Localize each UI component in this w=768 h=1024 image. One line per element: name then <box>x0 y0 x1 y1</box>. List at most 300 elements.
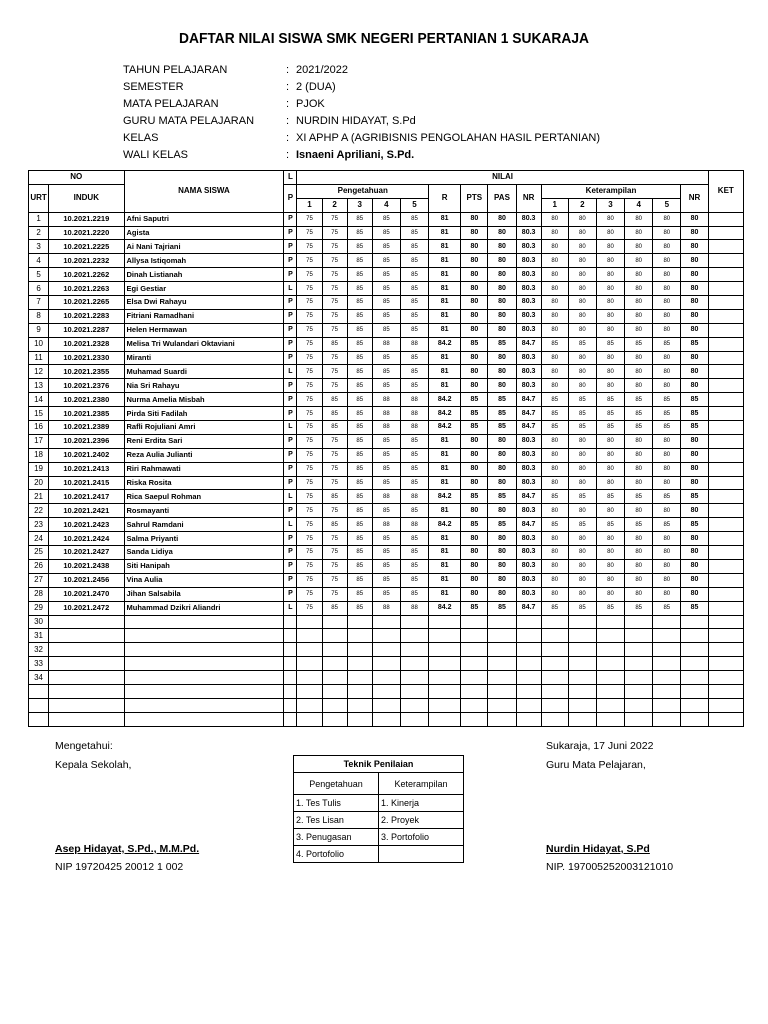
cell-empty <box>347 684 372 698</box>
cell-pas: 85 <box>488 337 516 351</box>
header-pts: PTS <box>461 184 488 212</box>
cell-keterampilan: 80 <box>625 351 653 365</box>
cell-keterampilan: 80 <box>541 559 568 573</box>
teknik-peng-3: 3. Penugasan <box>294 829 379 846</box>
cell-keterampilan: 80 <box>596 504 624 518</box>
cell-ket <box>708 504 743 518</box>
cell-jk: P <box>284 268 297 282</box>
cell-keterampilan: 80 <box>568 323 596 337</box>
cell-nr-keterampilan: 80 <box>681 351 708 365</box>
cell-empty <box>461 671 488 685</box>
table-row-empty <box>29 657 744 671</box>
cell-keterampilan: 85 <box>625 490 653 504</box>
cell-pengetahuan: 85 <box>347 323 372 337</box>
cell-keterampilan: 80 <box>625 546 653 560</box>
cell-pengetahuan: 85 <box>347 448 372 462</box>
cell-pengetahuan: 85 <box>372 282 400 296</box>
cell-pts: 80 <box>461 240 488 254</box>
cell-keterampilan: 80 <box>653 365 681 379</box>
cell-pengetahuan: 75 <box>322 309 347 323</box>
cell-keterampilan: 80 <box>541 268 568 282</box>
cell-keterampilan: 80 <box>541 532 568 546</box>
table-row-empty <box>29 629 744 643</box>
cell-pengetahuan: 85 <box>347 573 372 587</box>
cell-keterampilan: 85 <box>568 421 596 435</box>
cell-pts: 80 <box>461 309 488 323</box>
cell-pengetahuan: 85 <box>400 240 428 254</box>
cell-induk: 10.2021.2413 <box>49 462 124 476</box>
cell-r: 81 <box>429 296 461 310</box>
cell-nama: Riri Rahmawati <box>124 462 284 476</box>
header-ket-3: 3 <box>596 198 624 212</box>
table-row-empty <box>29 615 744 629</box>
cell-pts: 80 <box>461 532 488 546</box>
kepala-sekolah-nip: NIP 19720425 20012 1 002 <box>55 861 184 873</box>
cell-pengetahuan: 85 <box>372 268 400 282</box>
cell-nr-keterampilan: 80 <box>681 323 708 337</box>
cell-empty <box>124 698 284 712</box>
cell-pengetahuan: 85 <box>347 268 372 282</box>
cell-pts: 80 <box>461 226 488 240</box>
cell-nr: 80.3 <box>516 587 541 601</box>
cell-pengetahuan: 85 <box>322 490 347 504</box>
cell-jk: P <box>284 504 297 518</box>
table-row <box>29 587 744 601</box>
table-row <box>29 573 744 587</box>
cell-pengetahuan: 85 <box>400 254 428 268</box>
cell-empty <box>284 684 297 698</box>
cell-nr-keterampilan: 85 <box>681 518 708 532</box>
cell-empty <box>429 629 461 643</box>
cell-empty <box>625 684 653 698</box>
cell-induk: 10.2021.2287 <box>49 323 124 337</box>
cell-r: 84.2 <box>429 421 461 435</box>
cell-pas: 85 <box>488 601 516 615</box>
cell-pengetahuan: 75 <box>297 448 322 462</box>
cell-nr: 80.3 <box>516 309 541 323</box>
info-value: XI APHP A (AGRIBISNIS PENGOLAHAN HASIL PERTANIAN) <box>296 132 601 144</box>
cell-keterampilan: 80 <box>541 254 568 268</box>
cell-induk: 10.2021.2417 <box>49 490 124 504</box>
cell-pts: 80 <box>461 448 488 462</box>
cell-keterampilan: 80 <box>568 448 596 462</box>
cell-nr: 80.3 <box>516 448 541 462</box>
cell-empty <box>625 698 653 712</box>
cell-keterampilan: 80 <box>541 226 568 240</box>
cell-empty <box>625 712 653 726</box>
cell-empty <box>708 657 743 671</box>
cell-keterampilan: 85 <box>541 393 568 407</box>
cell-pengetahuan: 85 <box>347 365 372 379</box>
cell-nr: 84.7 <box>516 490 541 504</box>
cell-pts: 80 <box>461 504 488 518</box>
cell-jk: L <box>284 365 297 379</box>
cell-pts: 80 <box>461 323 488 337</box>
cell-keterampilan: 80 <box>596 573 624 587</box>
cell-empty <box>516 712 541 726</box>
cell-nr-keterampilan: 80 <box>681 268 708 282</box>
cell-pengetahuan: 85 <box>400 476 428 490</box>
cell-keterampilan: 85 <box>625 421 653 435</box>
cell-induk: 10.2021.2225 <box>49 240 124 254</box>
cell-nr-keterampilan: 85 <box>681 421 708 435</box>
cell-ket <box>708 407 743 421</box>
cell-empty <box>429 698 461 712</box>
cell-keterampilan: 80 <box>653 532 681 546</box>
cell-empty <box>461 684 488 698</box>
cell-pengetahuan: 75 <box>322 365 347 379</box>
cell-induk: 10.2021.2423 <box>49 518 124 532</box>
cell-r: 84.2 <box>429 490 461 504</box>
cell-pengetahuan: 85 <box>400 546 428 560</box>
cell-pts: 85 <box>461 601 488 615</box>
cell-pengetahuan: 85 <box>347 546 372 560</box>
cell-nr-keterampilan: 80 <box>681 226 708 240</box>
cell-pengetahuan: 85 <box>322 601 347 615</box>
cell-empty <box>681 657 708 671</box>
cell-nr: 80.3 <box>516 254 541 268</box>
table-row <box>29 462 744 476</box>
cell-keterampilan: 80 <box>653 212 681 226</box>
table-row <box>29 476 744 490</box>
cell-pengetahuan: 85 <box>347 240 372 254</box>
cell-induk: 10.2021.2421 <box>49 504 124 518</box>
cell-keterampilan: 80 <box>653 296 681 310</box>
cell-pengetahuan: 75 <box>322 323 347 337</box>
cell-r: 81 <box>429 573 461 587</box>
cell-keterampilan: 80 <box>625 212 653 226</box>
cell-empty <box>681 684 708 698</box>
cell-ket <box>708 421 743 435</box>
cell-pengetahuan: 75 <box>322 296 347 310</box>
table-row <box>29 323 744 337</box>
cell-empty <box>49 657 124 671</box>
cell-pengetahuan: 75 <box>322 448 347 462</box>
cell-urt: 5 <box>29 268 49 282</box>
cell-empty <box>284 671 297 685</box>
cell-r: 81 <box>429 379 461 393</box>
cell-nr-keterampilan: 80 <box>681 282 708 296</box>
cell-pengetahuan: 85 <box>372 462 400 476</box>
cell-jk: L <box>284 421 297 435</box>
cell-keterampilan: 85 <box>653 601 681 615</box>
cell-induk: 10.2021.2389 <box>49 421 124 435</box>
cell-empty <box>461 698 488 712</box>
cell-pts: 80 <box>461 434 488 448</box>
cell-keterampilan: 85 <box>625 407 653 421</box>
cell-pengetahuan: 75 <box>322 587 347 601</box>
cell-induk: 10.2021.2385 <box>49 407 124 421</box>
cell-jk: P <box>284 546 297 560</box>
cell-pengetahuan: 85 <box>372 504 400 518</box>
cell-keterampilan: 80 <box>625 268 653 282</box>
cell-nr-keterampilan: 80 <box>681 573 708 587</box>
info-colon: : <box>286 132 290 144</box>
cell-nama: Sanda Lidiya <box>124 546 284 560</box>
cell-keterampilan: 80 <box>541 587 568 601</box>
cell-pengetahuan: 75 <box>322 532 347 546</box>
table-row <box>29 254 744 268</box>
cell-keterampilan: 80 <box>653 476 681 490</box>
cell-induk: 10.2021.2232 <box>49 254 124 268</box>
cell-urt: 11 <box>29 351 49 365</box>
cell-empty <box>568 712 596 726</box>
cell-keterampilan: 80 <box>596 462 624 476</box>
cell-pengetahuan: 75 <box>322 212 347 226</box>
cell-pts: 80 <box>461 268 488 282</box>
cell-keterampilan: 80 <box>625 448 653 462</box>
cell-nr: 80.3 <box>516 268 541 282</box>
cell-pengetahuan: 85 <box>347 226 372 240</box>
cell-r: 84.2 <box>429 518 461 532</box>
cell-keterampilan: 80 <box>568 282 596 296</box>
cell-keterampilan: 80 <box>625 504 653 518</box>
cell-keterampilan: 80 <box>541 240 568 254</box>
cell-ket <box>708 587 743 601</box>
cell-empty <box>297 643 322 657</box>
cell-pas: 80 <box>488 226 516 240</box>
cell-keterampilan: 80 <box>568 268 596 282</box>
cell-ket <box>708 393 743 407</box>
cell-pengetahuan: 85 <box>372 573 400 587</box>
cell-ket <box>708 351 743 365</box>
cell-pengetahuan: 85 <box>372 448 400 462</box>
cell-nama: Helen Hermawan <box>124 323 284 337</box>
cell-keterampilan: 80 <box>596 240 624 254</box>
cell-empty <box>516 657 541 671</box>
teknik-penilaian-table <box>293 755 464 863</box>
cell-r: 81 <box>429 212 461 226</box>
table-row-empty <box>29 671 744 685</box>
cell-r: 81 <box>429 559 461 573</box>
cell-empty <box>596 698 624 712</box>
cell-empty <box>297 712 322 726</box>
cell-r: 84.2 <box>429 601 461 615</box>
cell-empty <box>124 712 284 726</box>
cell-nama: Siti Hanipah <box>124 559 284 573</box>
cell-nr: 80.3 <box>516 365 541 379</box>
cell-ket <box>708 268 743 282</box>
cell-pts: 80 <box>461 559 488 573</box>
cell-keterampilan: 80 <box>541 296 568 310</box>
cell-keterampilan: 80 <box>625 462 653 476</box>
cell-nr-keterampilan: 85 <box>681 337 708 351</box>
cell-empty <box>347 657 372 671</box>
cell-r: 81 <box>429 268 461 282</box>
cell-keterampilan: 80 <box>625 587 653 601</box>
cell-keterampilan: 85 <box>596 601 624 615</box>
cell-ket <box>708 448 743 462</box>
cell-keterampilan: 85 <box>653 337 681 351</box>
cell-pengetahuan: 75 <box>297 504 322 518</box>
cell-keterampilan: 85 <box>541 490 568 504</box>
header-pas: PAS <box>488 184 516 212</box>
cell-empty <box>541 643 568 657</box>
cell-empty <box>596 643 624 657</box>
info-label: GURU MATA PELAJARAN <box>123 115 255 127</box>
info-value: 2021/2022 <box>296 64 348 76</box>
cell-pengetahuan: 85 <box>347 518 372 532</box>
cell-empty <box>596 657 624 671</box>
cell-nama: Nurma Amelia Misbah <box>124 393 284 407</box>
cell-empty <box>400 615 428 629</box>
cell-keterampilan: 80 <box>596 254 624 268</box>
cell-pengetahuan: 85 <box>400 268 428 282</box>
cell-empty <box>461 615 488 629</box>
cell-pts: 80 <box>461 546 488 560</box>
table-row <box>29 518 744 532</box>
cell-pas: 85 <box>488 393 516 407</box>
header-ket-5: 5 <box>653 198 681 212</box>
cell-empty <box>708 615 743 629</box>
place-date: Sukaraja, 17 Juni 2022 <box>546 740 654 752</box>
cell-pengetahuan: 85 <box>400 309 428 323</box>
cell-urt: 33 <box>29 657 49 671</box>
cell-ket <box>708 296 743 310</box>
cell-keterampilan: 85 <box>568 490 596 504</box>
cell-nr-keterampilan: 80 <box>681 448 708 462</box>
cell-empty <box>49 629 124 643</box>
cell-empty <box>297 671 322 685</box>
table-row <box>29 240 744 254</box>
cell-nama: Miranti <box>124 351 284 365</box>
cell-pengetahuan: 88 <box>372 407 400 421</box>
cell-urt: 9 <box>29 323 49 337</box>
cell-keterampilan: 80 <box>568 532 596 546</box>
cell-pengetahuan: 75 <box>322 559 347 573</box>
cell-pengetahuan: 85 <box>347 393 372 407</box>
cell-jk: P <box>284 434 297 448</box>
cell-keterampilan: 80 <box>541 365 568 379</box>
cell-nr: 84.7 <box>516 421 541 435</box>
cell-keterampilan: 80 <box>653 546 681 560</box>
cell-keterampilan: 80 <box>596 379 624 393</box>
cell-pts: 85 <box>461 337 488 351</box>
cell-pas: 80 <box>488 587 516 601</box>
cell-pengetahuan: 85 <box>372 546 400 560</box>
cell-pas: 80 <box>488 296 516 310</box>
cell-ket <box>708 490 743 504</box>
cell-empty <box>322 684 347 698</box>
cell-keterampilan: 80 <box>653 226 681 240</box>
cell-empty <box>461 643 488 657</box>
cell-keterampilan: 80 <box>568 462 596 476</box>
cell-empty <box>653 657 681 671</box>
cell-keterampilan: 80 <box>568 226 596 240</box>
cell-pengetahuan: 75 <box>297 268 322 282</box>
cell-keterampilan: 80 <box>625 379 653 393</box>
cell-pas: 80 <box>488 476 516 490</box>
cell-keterampilan: 80 <box>596 323 624 337</box>
cell-pengetahuan: 75 <box>297 323 322 337</box>
cell-nr: 84.7 <box>516 393 541 407</box>
cell-jk: P <box>284 351 297 365</box>
cell-pas: 80 <box>488 448 516 462</box>
cell-nama: Rica Saepul Rohman <box>124 490 284 504</box>
cell-urt: 1 <box>29 212 49 226</box>
cell-empty <box>400 698 428 712</box>
cell-nr: 80.3 <box>516 546 541 560</box>
table-row <box>29 504 744 518</box>
cell-pengetahuan: 85 <box>372 476 400 490</box>
cell-keterampilan: 85 <box>541 518 568 532</box>
cell-pengetahuan: 75 <box>322 434 347 448</box>
cell-empty <box>653 643 681 657</box>
cell-nr-keterampilan: 80 <box>681 379 708 393</box>
cell-pengetahuan: 75 <box>297 379 322 393</box>
cell-keterampilan: 80 <box>596 296 624 310</box>
cell-keterampilan: 80 <box>568 434 596 448</box>
cell-pengetahuan: 85 <box>372 559 400 573</box>
cell-pengetahuan: 88 <box>400 421 428 435</box>
cell-induk: 10.2021.2265 <box>49 296 124 310</box>
table-row <box>29 559 744 573</box>
cell-induk: 10.2021.2219 <box>49 212 124 226</box>
cell-empty <box>49 684 124 698</box>
table-row <box>29 365 744 379</box>
cell-keterampilan: 80 <box>568 365 596 379</box>
cell-empty <box>625 671 653 685</box>
cell-pengetahuan: 85 <box>322 393 347 407</box>
cell-keterampilan: 80 <box>541 282 568 296</box>
cell-urt: 12 <box>29 365 49 379</box>
cell-empty <box>284 643 297 657</box>
cell-pengetahuan: 85 <box>347 379 372 393</box>
cell-pengetahuan: 85 <box>347 421 372 435</box>
cell-keterampilan: 80 <box>541 351 568 365</box>
table-row <box>29 351 744 365</box>
cell-keterampilan: 80 <box>541 462 568 476</box>
cell-keterampilan: 80 <box>625 282 653 296</box>
cell-ket <box>708 476 743 490</box>
cell-ket <box>708 546 743 560</box>
table-row <box>29 393 744 407</box>
cell-keterampilan: 80 <box>541 379 568 393</box>
cell-pts: 80 <box>461 476 488 490</box>
info-value: NURDIN HIDAYAT, S.Pd <box>296 115 416 127</box>
cell-empty <box>708 684 743 698</box>
cell-empty <box>653 629 681 643</box>
cell-pengetahuan: 85 <box>400 587 428 601</box>
cell-pas: 80 <box>488 240 516 254</box>
teknik-col-pengetahuan: Pengetahuan <box>294 773 379 795</box>
cell-keterampilan: 85 <box>625 601 653 615</box>
cell-keterampilan: 85 <box>596 490 624 504</box>
cell-pengetahuan: 85 <box>372 587 400 601</box>
cell-empty <box>461 657 488 671</box>
table-row-empty <box>29 698 744 712</box>
info-colon: : <box>286 64 290 76</box>
cell-urt: 4 <box>29 254 49 268</box>
cell-nr: 80.3 <box>516 323 541 337</box>
cell-nr-keterampilan: 80 <box>681 462 708 476</box>
cell-r: 81 <box>429 226 461 240</box>
cell-empty <box>681 698 708 712</box>
table-row <box>29 532 744 546</box>
cell-empty <box>297 657 322 671</box>
cell-empty <box>541 712 568 726</box>
cell-pengetahuan: 75 <box>297 337 322 351</box>
cell-jk: P <box>284 226 297 240</box>
cell-jk: P <box>284 309 297 323</box>
cell-pengetahuan: 75 <box>322 282 347 296</box>
cell-nr: 80.3 <box>516 532 541 546</box>
cell-empty <box>347 629 372 643</box>
cell-urt: 26 <box>29 559 49 573</box>
cell-pts: 80 <box>461 573 488 587</box>
cell-urt: 22 <box>29 504 49 518</box>
cell-pas: 85 <box>488 407 516 421</box>
